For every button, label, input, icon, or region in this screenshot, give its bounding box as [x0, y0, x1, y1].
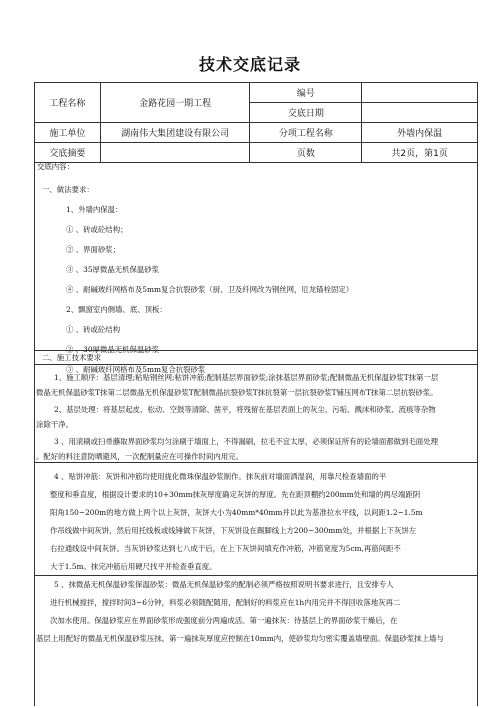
paragraph-line: 4 、贴饼冲筋：灰饼和冲筋均使用拢化微珠保温砂浆制作。抹灰前对墙面洒湿润，用靠尺检查墙面的平 [54, 472, 387, 481]
summary-label: 交底摘要 [35, 143, 101, 163]
paragraph-line: 阳角150~200m的地方做上两个以上灰饼，灰饼大小为40mm*40mm并以此为基准拉水平线，以间距1.2~1.5m [50, 508, 423, 517]
pages-value: 共2页，第1页 [362, 143, 478, 163]
paragraph-line: 基层上用配好的微晶无机保温砂浆压抹。第一遍抹灰厚度应控制在10mm内，使砂浆均匀密实覆盖墙壁面。保温砂浆抹上墙与 [36, 634, 444, 643]
content-label: 交底内容： [37, 162, 74, 171]
date-value [362, 103, 478, 123]
unit-value: 湖南伟大集团建设有限公司 [100, 123, 250, 143]
list-item: ④ 、耐碱玻纤网格布及5mm复合抗裂砂浆（厨、卫及纤网改为钢丝网，厄龙锚栓固定） [66, 285, 354, 294]
section-divider [34, 575, 478, 576]
project-name-value: 金路花园一期工程 [100, 83, 250, 123]
paragraph-line: 1、施工顺序：基层清理;粘贴钢丝网;粘饼冲筋;配制基层界面砂浆;涂抹基层界面砂浆;配制微晶无机保温砂浆T抹第一层 [54, 373, 439, 382]
section-divider [34, 364, 478, 365]
section-1-title: 一、做法要求： [42, 185, 94, 194]
number-label: 编号 [250, 83, 362, 103]
page-title: 技术交底记录 [198, 55, 301, 74]
header-table [34, 82, 478, 163]
list-item: ② 、界面砂浆； [66, 245, 121, 254]
section-2-title: 二、施工技术要求 [42, 353, 102, 362]
paragraph-line: 整度和垂直度，根据设计要求的10+30mm抹灰厚度确定灰饼的厚度。先在距顶棚约200mm处和墙的两尽端距阴 [50, 490, 421, 499]
subproject-value: 外墙内保温 [362, 123, 478, 143]
list-item: ① 、砖或砼结构 [66, 325, 121, 334]
project-name-label: 工程名称 [35, 83, 101, 123]
paragraph-line: 次加水使用。保温砂浆应在界面砂浆形成强度前分两遍成活。第一遍抹灰：待基层上的界面砂浆干燥后，在 [50, 616, 398, 625]
paragraph-line: 。配好的料注意防晒避风，一次配制量应在可操作时间内用完。 [36, 452, 243, 461]
paragraph-line: 大于1.5m。抹完冲筋后用硬尺找平并检查垂直度。 [50, 562, 217, 571]
paragraph-line: 微晶无机保温砂浆T抹第二层微晶无机保温砂浆T配制微晶抗裂砂浆T抹抗裂第一层抗裂砂浆T铺压网布T抹第二层抗裂砂浆。 [36, 388, 438, 397]
list-item: ② 、30厚微晶无机保温砂浆 [66, 345, 160, 354]
unit-label: 施工单位 [35, 123, 101, 143]
list-item: ① 、砖或砼结构； [66, 225, 128, 234]
pages-label: 页数 [250, 143, 362, 163]
list-item: ③ 、35厚微晶无机保温砂浆 [66, 265, 160, 274]
paragraph-line: 作吊线做中间灰饼，然后用托线板或线锤做下灰饼，下灰饼设在踢脚线上方200~300mm处，并根据上下灰饼左 [50, 526, 417, 535]
list-item: 2、飘窗室内侧墙、底、顶板： [66, 305, 167, 314]
paragraph-line: 进行机械搅拌，搅拌时间3~6分钟，料浆必须随配随用，配制好的料浆应在1h内用完并不得回收落地灰再二 [50, 598, 401, 607]
section-divider [34, 462, 478, 463]
list-item: 1、外墙内保温： [66, 205, 123, 214]
section-divider [34, 350, 478, 351]
paragraph-line: 2、基层处理：将基层起皮、松动、空鼓等清除、凿平，将残留在基层表面上的灰尘、污垢、溅沫和砂浆、流痕等杂物 [54, 405, 436, 414]
list-item: ③ 、耐碱玻纤网格布及5mm复合抗裂砂浆 [66, 365, 206, 374]
date-label: 交底日期 [250, 103, 362, 123]
paragraph-line: 3 、用滚刷或扫帚蘸取界面砂浆均匀涂刷于墙面上，不得漏刷，拉毛不宜太厚，必须保证所有的砼墙面都做到毛面处理 [54, 437, 438, 446]
paragraph-line: 5 、抹微晶无机保温砂浆保温砂浆：微晶无机保温砂浆的配制必须严格按照说明书要求进行，且安排专人 [54, 580, 394, 589]
paragraph-line: 右拉通线设中间灰饼。当灰饼砂浆达到七八成干后，在上下灰饼间填充作冲筋，冲筋宽度为5cm,再筋间距不 [50, 544, 401, 553]
subproject-label: 分项工程名称 [250, 123, 362, 143]
number-value [362, 83, 478, 103]
paragraph-line: 涂除干净。 [36, 420, 73, 429]
